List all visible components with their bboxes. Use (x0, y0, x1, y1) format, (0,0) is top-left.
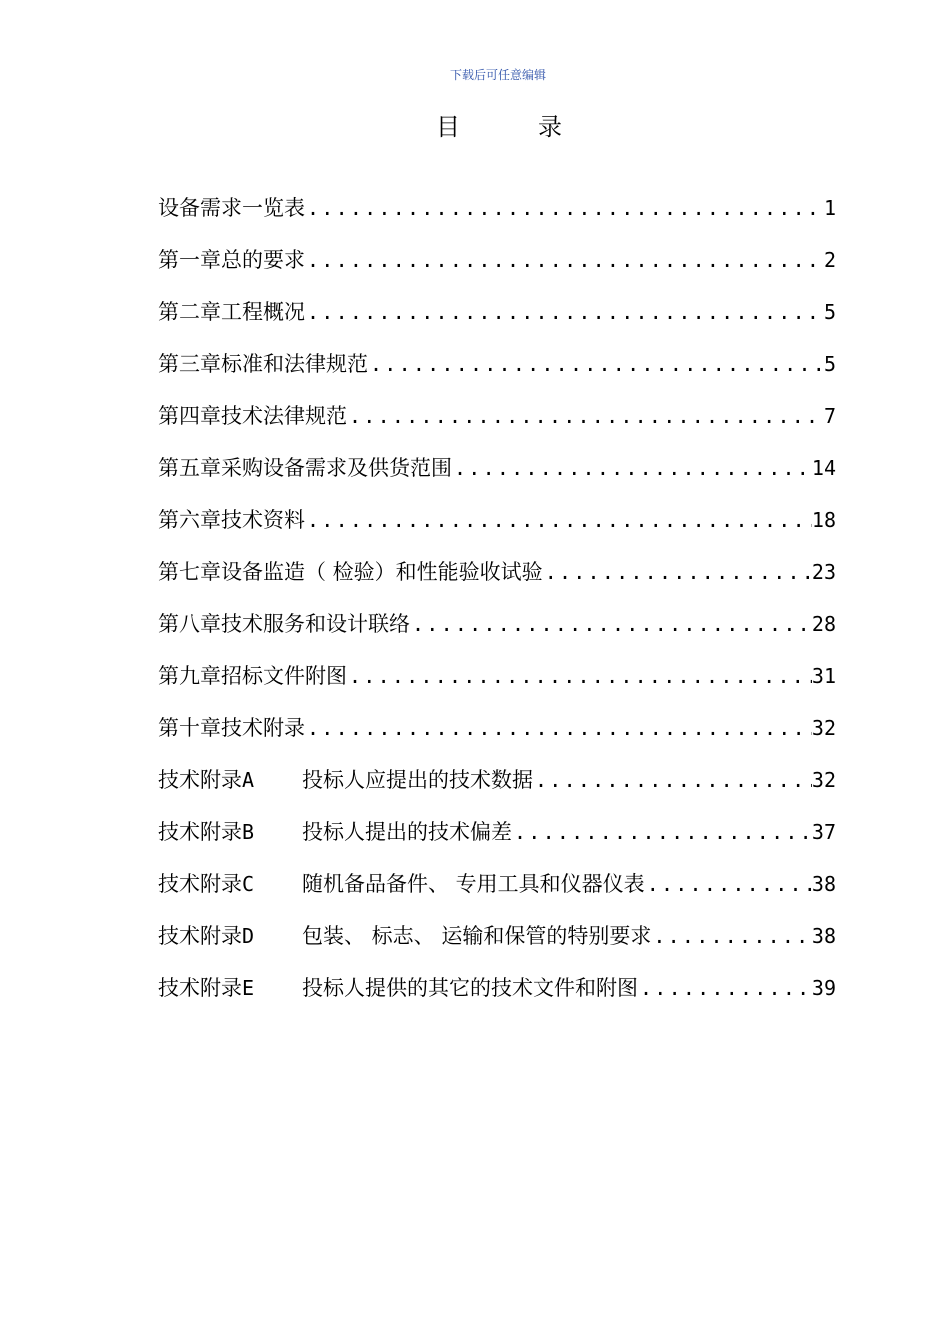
toc-leader-dots (305, 708, 812, 748)
toc-leader-dots (651, 916, 812, 956)
toc-entry-page: 5 (823, 300, 836, 324)
toc-appendix-entry[interactable] (158, 864, 836, 916)
toc-appendix-prefix: 技术附录 (158, 768, 242, 792)
toc-appendix-prefix: 技术附录 (158, 820, 242, 844)
toc-leader-dots (638, 968, 812, 1008)
toc-entry[interactable] (158, 656, 836, 708)
toc-entry[interactable] (158, 396, 836, 448)
toc-entry-page: 31 (811, 664, 836, 688)
toc-appendix-code (158, 812, 302, 852)
toc-appendix-entry[interactable] (158, 812, 836, 864)
toc-leader-dots (512, 812, 812, 852)
toc-leader-dots (305, 240, 824, 280)
toc-appendix-code (158, 968, 302, 1008)
toc-entry[interactable] (158, 344, 836, 396)
toc-entry-page: 38 (811, 924, 836, 948)
toc-entry-label: 第四章技术法律规范 (158, 404, 347, 428)
toc-leader-dots (533, 760, 812, 800)
toc-entry[interactable] (158, 604, 836, 656)
toc-entry[interactable] (158, 552, 836, 604)
toc-leader-dots (410, 604, 812, 644)
toc-appendix-letter: B (242, 820, 255, 844)
toc-appendix-prefix: 技术附录 (158, 924, 242, 948)
toc-appendix-label (158, 968, 638, 1008)
toc-leader-dots (305, 188, 824, 228)
toc-entry-page: 7 (823, 404, 836, 428)
toc-appendix-code (158, 864, 302, 904)
toc-leader-dots (645, 864, 812, 904)
header-note: 下载后可任意编辑 (449, 68, 546, 82)
toc-appendix-title: 投标人应提出的技术数据 (302, 768, 533, 792)
toc-appendix-letter: E (242, 976, 255, 1000)
toc-entry-label: 设备需求一览表 (158, 196, 305, 220)
toc-entry-label: 第七章设备监造（ 检验）和性能验收试验 (158, 560, 543, 584)
toc-appendix-entry[interactable] (158, 916, 836, 968)
toc-entry[interactable] (158, 240, 836, 292)
toc-appendix-title: 投标人提供的其它的技术文件和附图 (302, 976, 638, 1000)
toc-entry-label: 第二章工程概况 (158, 300, 305, 324)
page-title (436, 112, 562, 142)
toc-entry-page: 32 (811, 768, 836, 792)
toc-leader-dots (347, 396, 824, 436)
toc-entry-label: 第六章技术资料 (158, 508, 305, 532)
toc-appendix-label (158, 760, 533, 800)
toc-entry-page: 39 (811, 976, 836, 1000)
toc-appendix-title: 投标人提出的技术偏差 (302, 820, 512, 844)
toc-appendix-letter: D (242, 924, 255, 948)
toc-appendix-title: 随机备品备件、 专用工具和仪器仪表 (302, 872, 645, 896)
toc-entry-page: 5 (823, 352, 836, 376)
toc-entry-page: 2 (823, 248, 836, 272)
toc-entry-page: 28 (811, 612, 836, 636)
toc-leader-dots (543, 552, 812, 592)
toc-entry-label: 第九章招标文件附图 (158, 664, 347, 688)
toc-appendix-label (158, 916, 651, 956)
toc-appendix-prefix: 技术附录 (158, 872, 242, 896)
toc-leader-dots (452, 448, 812, 488)
toc-appendix-entry[interactable] (158, 968, 836, 1020)
toc-entry-page: 18 (811, 508, 836, 532)
page-title-char-1: 目 (436, 113, 460, 141)
toc-appendix-code (158, 916, 302, 956)
toc-appendix-letter: C (242, 872, 255, 896)
toc-entry-page: 37 (811, 820, 836, 844)
toc-entry-label: 第三章标准和法律规范 (158, 352, 368, 376)
toc-appendix-code (158, 760, 302, 800)
toc-appendix-entry[interactable] (158, 760, 836, 812)
toc-entry-label: 第八章技术服务和设计联络 (158, 612, 410, 636)
toc-entry[interactable] (158, 500, 836, 552)
toc-entry-page: 14 (811, 456, 836, 480)
toc-appendix-prefix: 技术附录 (158, 976, 242, 1000)
toc-appendix-label (158, 864, 645, 904)
toc-appendix-label (158, 812, 512, 852)
toc-entry-page: 32 (811, 716, 836, 740)
toc-entry-label: 第十章技术附录 (158, 716, 305, 740)
toc-entry-label: 第一章总的要求 (158, 248, 305, 272)
table-of-contents (158, 188, 836, 1020)
toc-entry-label: 第五章采购设备需求及供货范围 (158, 456, 452, 480)
toc-entry[interactable] (158, 708, 836, 760)
toc-appendix-title: 包装、 标志、 运输和保管的特别要求 (302, 924, 652, 948)
page-title-char-2: 录 (538, 113, 562, 141)
toc-entry[interactable] (158, 292, 836, 344)
toc-leader-dots (305, 500, 812, 540)
toc-entry-page: 1 (823, 196, 836, 220)
toc-entry-page: 38 (811, 872, 836, 896)
toc-leader-dots (305, 292, 824, 332)
toc-entry[interactable] (158, 188, 836, 240)
toc-appendix-letter: A (242, 768, 255, 792)
toc-leader-dots (368, 344, 824, 384)
toc-entry-page: 23 (811, 560, 836, 584)
toc-leader-dots (347, 656, 812, 696)
toc-entry[interactable] (158, 448, 836, 500)
